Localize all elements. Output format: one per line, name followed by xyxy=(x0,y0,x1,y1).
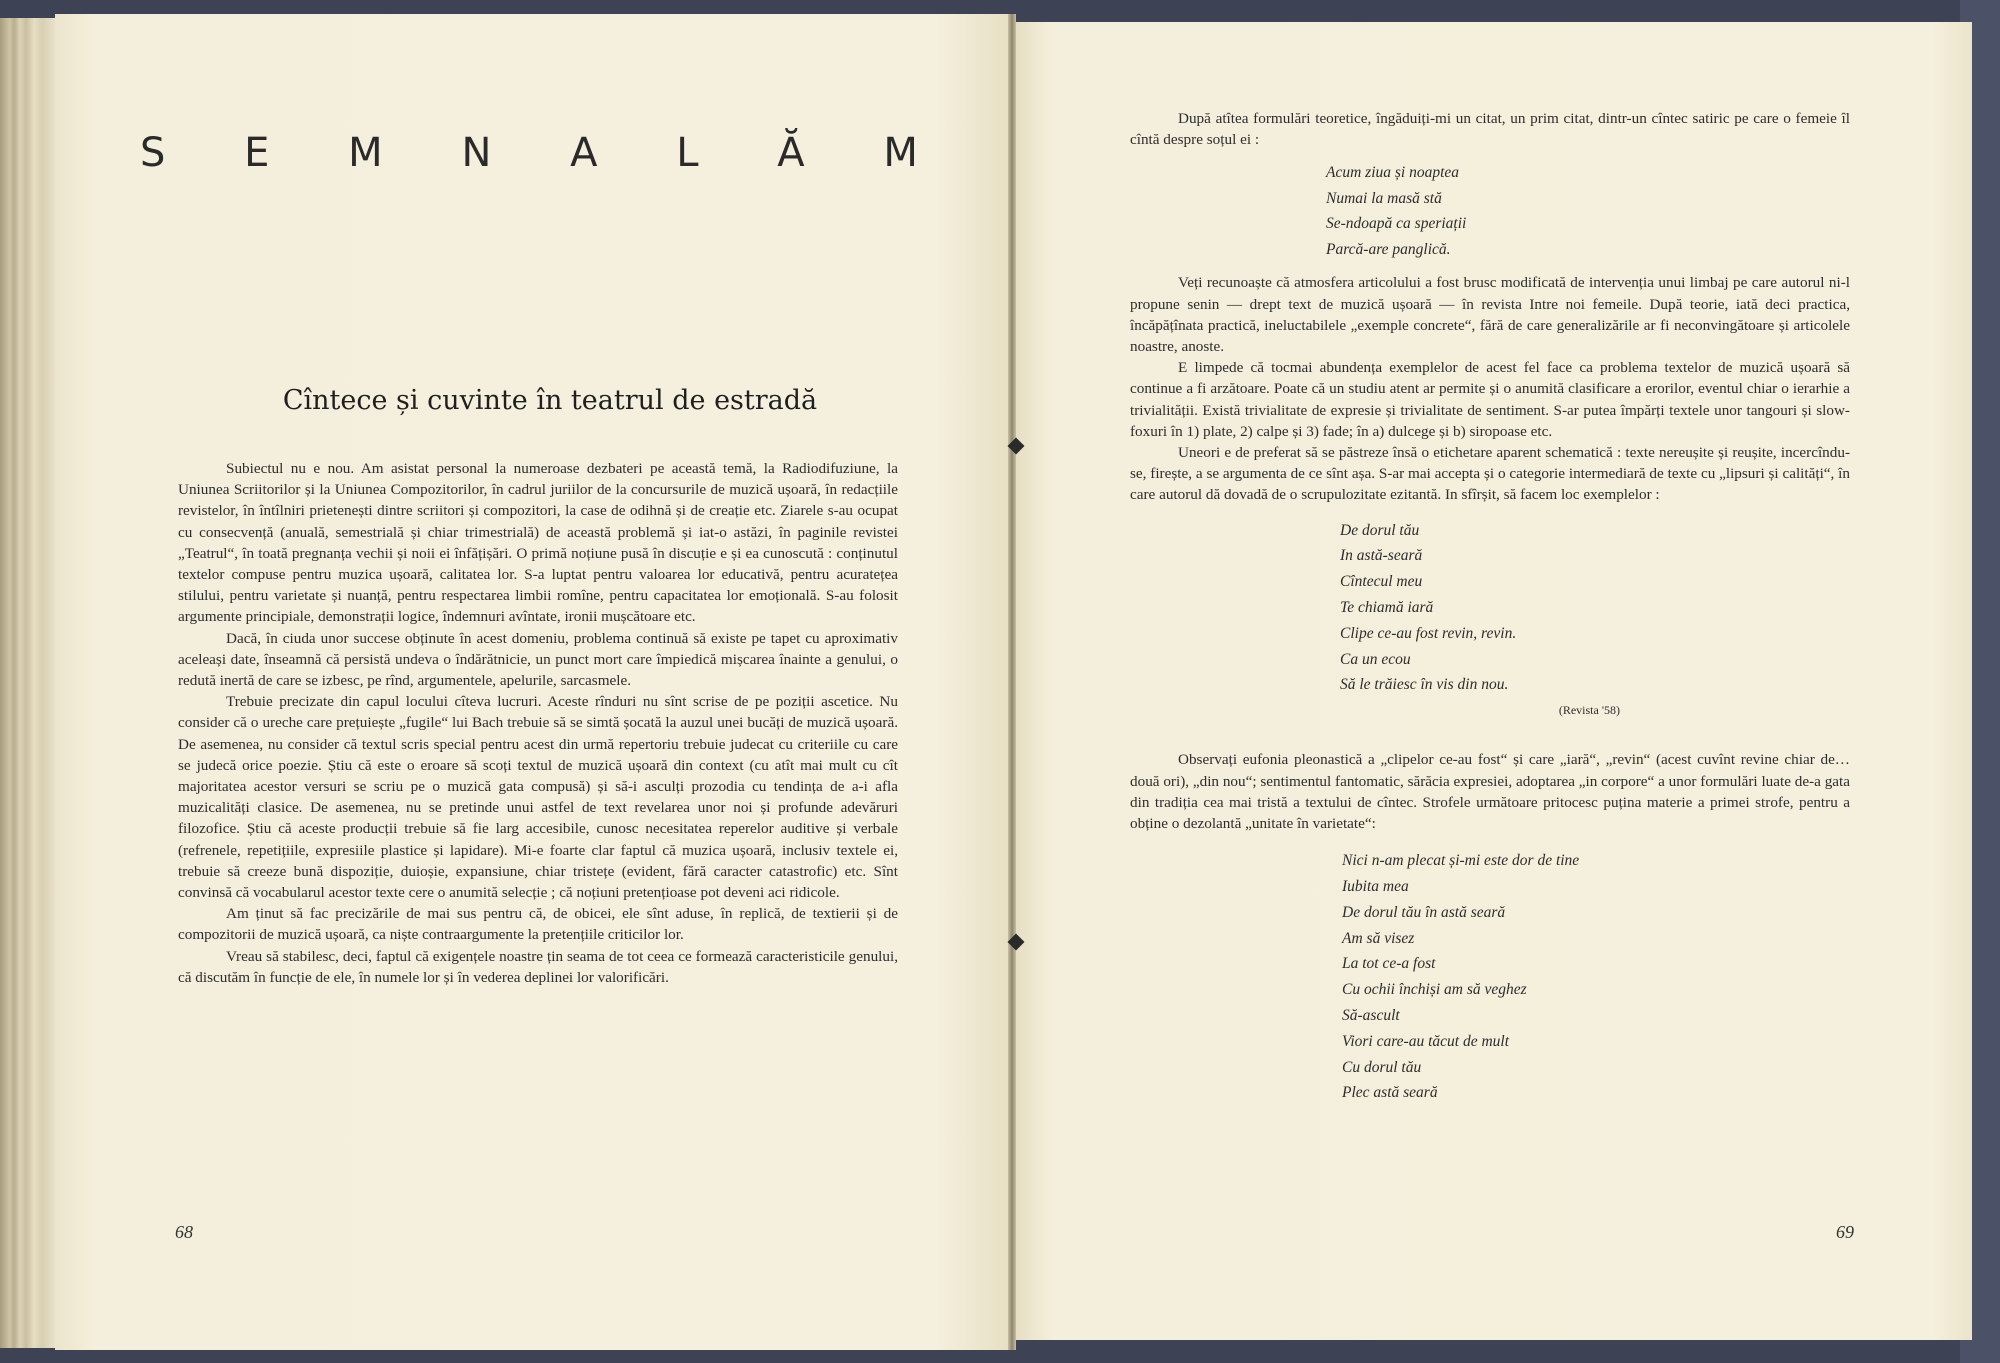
paragraph: Am ținut să fac precizările de mai sus pentru că, de obicei, ele sînt aduse, în replică, de textierii și de compozitorii de muzică ușoară, ca niște contraargumente la pretențiile criticilor lor. xyxy=(178,905,898,944)
paragraph: E limpede că tocmai abundența exemplelor de acest fel face ca problema textelor de muzică ușoară să continue a fi arzătoare. Poate că un studiu atent ar permite și o anumită clasificare a erorilor, eventul chiar o ierarhie a trivialității. Există trivialitate de expresie și trivialitate de sentiment. S-ar putea împărți textele unor tangouri și slow-foxuri în 1) plate, 2) calpe și 3) fade; în a) dulcege și b) siropoase etc. xyxy=(1130,359,1850,440)
verse-line: Viori care-au tăcut de mult xyxy=(1342,1032,1510,1050)
kicker-letter: M xyxy=(348,130,385,176)
kicker-letter: M xyxy=(883,130,920,176)
paragraph: Observați eufonia pleonastică a „clipelor ce-au fost“ și care „iară“, „revin“ (acest cuvînt revine chiar de… două ori), „din nou“; sentimentul fantomatic, sărăcia expresiei, adoptarea „in corpore“ a unor formulări luate de-a gata din tradiția cea mai tristă a textului de cîntec. Strofele următoare pritocesc puțina materie a primei strofe, pentru a obține o dezolantă „unitate în varietate“: xyxy=(1130,751,1850,833)
left-body-text xyxy=(178,458,898,988)
verse-line: Numai la masă stă xyxy=(1326,189,1442,207)
verse-line: Se-ndoapă ca speriații xyxy=(1326,215,1467,233)
kicker-letter: L xyxy=(676,130,701,176)
verse-line: Cu dorul tău xyxy=(1342,1058,1422,1076)
verse-line: Cîntecul meu xyxy=(1340,573,1423,591)
article-title: Cîntece și cuvinte în teatrul de estradă xyxy=(282,385,818,416)
kicker-letter: N xyxy=(461,130,494,176)
verse-line: Clipe ce-au fost revin, revin. xyxy=(1340,624,1517,642)
verse-quote xyxy=(1342,848,1850,1106)
book-gutter xyxy=(1008,14,1016,1350)
verse-line: De dorul tău xyxy=(1340,521,1420,539)
paragraph: După atîtea formulări teoretice, îngăduiți-mi un citat, un prim citat, dintr-un cîntec satiric pe care o femeie îl cîntă despre soțul ei : xyxy=(1130,110,1850,149)
paragraph: Trebuie precizate din capul locului cîteva lucruri. Aceste rînduri nu sînt scrise de pe poziții ascetice. Nu consider că o ureche care prețuiește „fugile“ lui Bach trebuie să se simtă șocată la auzul unei bucăți de muzică ușoară. De asemenea, nu consider că textul scris special pentru acest din urmă repertoriu trebuie judecat cu criteriile cu care se judecă orice poezie. Știu că este o eroare să scoți textul de muzică ușoară din context (cu atît mai mult cu cît majoritatea acestor versuri se scriu pe o muzică gata compusă) și să-i asculți prozodia cu tendința de a-i afla muzicalități clasice. De asemenea, nu se pretinde unui astfel de text revelarea unor noi și profunde adevăruri filozofice. Știu că aceste producții trebuie să fie larg accesibile, cunosc necesitatea reperelor auditive și verbale (refrenele, repetițiile, expresiile plastice și lapidare). Mi-e foarte clar faptul că muzica ușoară, inclusiv textele ei, trebuie să creeze bună dispoziție, duioșie, expansiune, chiar tristețe (evident, fără caracter catastrofic) etc. Sînt convinsă că vocabularul acestor texte cere o anumită selecție ; că noțiuni pretențioase pot deveni aci ridicole. xyxy=(178,693,898,902)
paragraph: Vreau să stabilesc, deci, faptul că exigențele noastre țin seama de tot ceea ce formează caracteristicile genului, că discutăm în funcție de ele, în numele lor și în vederea deplinei lor valorificări. xyxy=(178,947,898,986)
verse-line: Parcă-are panglică. xyxy=(1326,240,1451,258)
verse-line: Cu ochii închiși am să veghez xyxy=(1342,981,1527,999)
book-page-edges xyxy=(0,18,60,1348)
verse-line: Ca un ecou xyxy=(1340,650,1411,668)
kicker-letter: Ă xyxy=(777,130,807,176)
verse-line: Să-ascult xyxy=(1342,1007,1400,1025)
paragraph: Veți recunoaște că atmosfera articolului a fost brusc modificată de intervenția unui limbaj pe care autorul ni-l propune senin — drept text de muzică ușoară — în revista Intre noi femeile. După teorie, iată deci practica, încăpățînata practică, ineluctabilele „exemple concrete“, fără de care generalizările ar fi neconvingătoare și articolele noastre, anoste. xyxy=(1130,274,1850,356)
verse-line: Iubita mea xyxy=(1342,878,1409,896)
kicker-letter: A xyxy=(570,130,600,176)
verse-line: Plec astă seară xyxy=(1342,1084,1438,1102)
paragraph: Subiectul nu e nou. Am asistat personal la numeroase dezbateri pe această temă, la Radiodifuziune, la Uniunea Scriitorilor și la Uniunea Compozitorilor, în cadrul juriilor de la concursurile de muzică ușoară, în redacțiile revistelor, în întîlniri prietenești dintre scriitori și compozitori, la case de odihnă și de creație etc. Ziarele s-au ocupat cu consecvență (anuală, semestrială și chiar trimestrială) de această problemă și iat-o astăzi, în paginile revistei „Teatrul“, în toată pregnanța vechii și noii ei înfățișări. O primă noțiune pusă în discuție e și ea cunoscută : conținutul textelor compuse pentru muzica ușoară, calitatea lor. S-a luptat pentru valoarea lor educativă, pentru acuratețea stilului, pentru varietate și nuanță, pentru respectarea limbii romîne, pentru capacitatea lor emoțională. S-au folosit argumente principiale, demonstrații logice, îndemnuri avîntate, ironii mușcătoare etc. xyxy=(178,460,898,626)
right-body-text xyxy=(1130,108,1850,1106)
page-number-right: 69 xyxy=(1836,1222,1854,1242)
kicker-letter: E xyxy=(244,130,272,176)
verse-quote xyxy=(1326,160,1850,262)
kicker-letter: S xyxy=(140,130,168,176)
verse-quote xyxy=(1340,518,1850,699)
verse-line: Să le trăiesc în vis din nou. xyxy=(1340,676,1509,694)
verse-line: Acum ziua și noaptea xyxy=(1326,164,1460,182)
verse-line: La tot ce-a fost xyxy=(1342,955,1436,973)
verse-line: Am să visez xyxy=(1342,929,1415,947)
section-kicker xyxy=(140,130,920,176)
verse-line: In astă-seară xyxy=(1340,547,1423,565)
verse-line: Te chiamă iară xyxy=(1340,599,1434,617)
paragraph: Dacă, în ciuda unor succese obținute în acest domeniu, problema continuă să existe pe tapet cu aproximativ aceleași date, înseamnă că persistă undeva o îndărătnicie, un punct mort care împiedică mișcarea înainte a genului, o redută inertă de care se izbesc, pe rînd, argumentele, apelurile, sarcasmele. xyxy=(178,629,898,690)
paragraph: Uneori e de preferat să se păstreze însă o etichetare aparent schematică : texte nereușite și reușite, incercîndu-se, firește, a se argumenta de ce sînt așa. S-ar mai accepta și o categorie intermediară de texte cu „lipsuri și calități“, în care autorul dă dovadă de o scrupulozitate ezitantă. In sfîrșit, să facem loc exemplelor : xyxy=(1130,444,1850,504)
page-number-left: 68 xyxy=(175,1222,193,1242)
verse-source: (Revista '58) xyxy=(1558,703,1620,718)
verse-line: Nici n-am plecat și-mi este dor de tine xyxy=(1342,852,1580,870)
verse-line: De dorul tău în astă seară xyxy=(1342,903,1506,921)
